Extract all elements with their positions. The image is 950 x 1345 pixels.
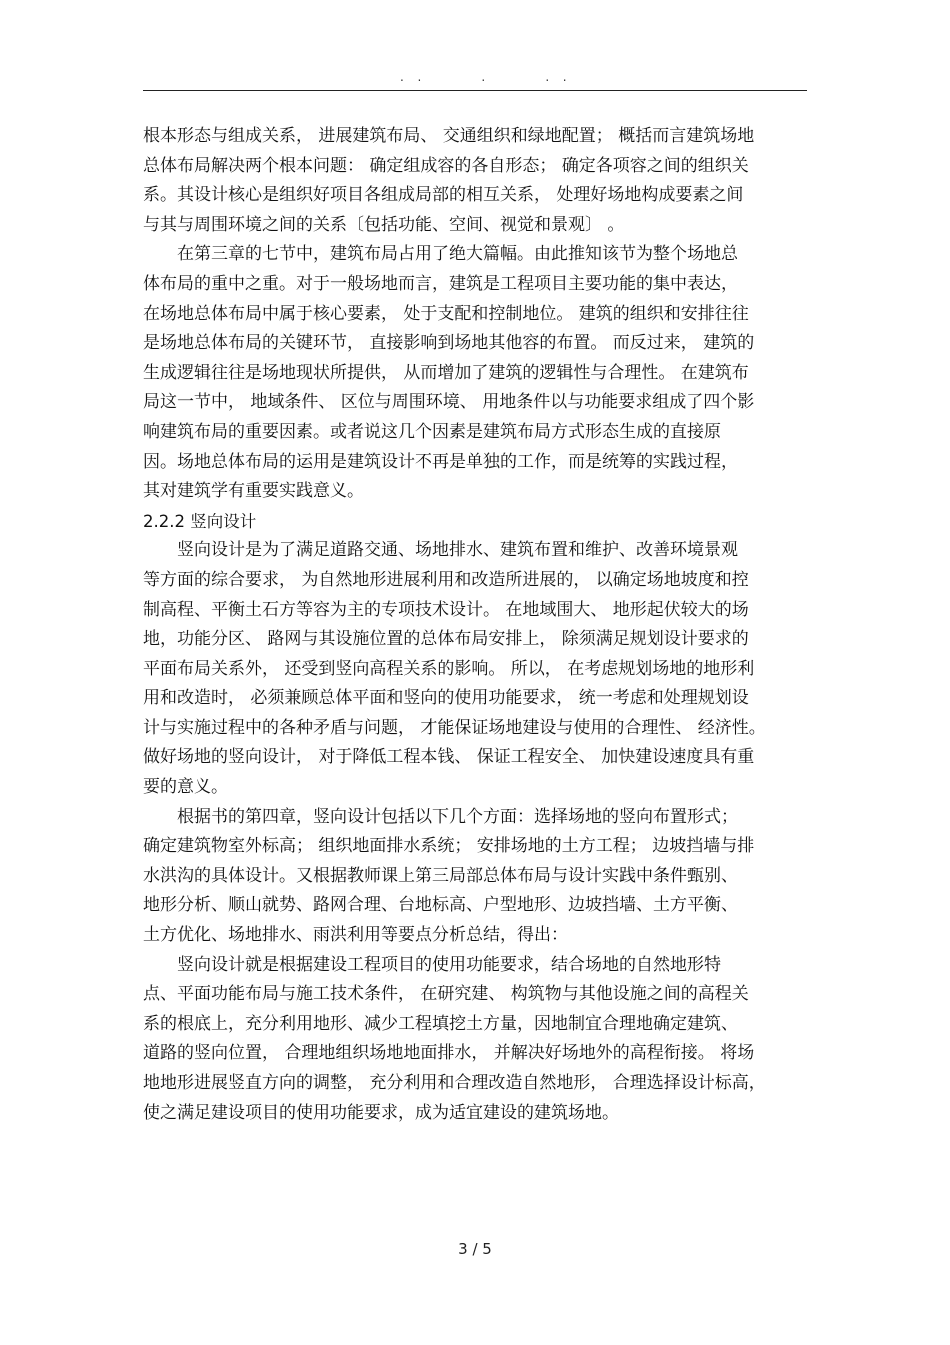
text-line: 用和改造时， 必须兼顾总体平面和竖向的使用功能要求， 统一考虑和处理规划设 <box>143 688 749 709</box>
text-line: 使之满足建设项目的使用功能要求，成为适宜建设的建筑场地。 <box>143 1102 619 1123</box>
text-line: 道路的竖向位置， 合理地组织场地地面排水， 并解决好场地外的高程衔接。 将场 <box>143 1043 755 1064</box>
text-line: 总体布局解决两个根本问题： 确定组成容的各自形态； 确定各项容之间的组织关 <box>143 155 749 176</box>
text-line: 系。其设计核心是组织好项目各组成局部的相互关系， 处理好场地构成要素之间 <box>143 185 744 206</box>
text-line: 其对建筑学有重要实践意义。 <box>143 481 364 502</box>
text-line: 地地形进展竖直方向的调整， 充分利用和合理改造自然地形， 合理选择设计标高， <box>143 1073 766 1093</box>
page-number: 3 / 5 <box>458 1240 492 1258</box>
text-line: 响建筑布局的重要因素。或者说这几个因素是建筑布局方式形态生成的直接原 <box>143 421 721 442</box>
text-line: 局这一节中， 地域条件、 区位与周围环境、 用地条件以与功能要求组成了四个影 <box>143 392 755 413</box>
paragraph-3 <box>143 536 807 802</box>
text-line: 生成逻辑往往是场地现状所提供， 从而增加了建筑的逻辑性与合理性。 在建筑布 <box>143 362 749 383</box>
text-line: 根本形态与组成关系， 进展建筑布局、 交通组织和绿地配置； 概括而言建筑场地 <box>143 126 755 146</box>
text-line: 因。场地总体布局的运用是建筑设计不再是单独的工作，而是统筹的实践过程， <box>143 451 738 472</box>
text-line: 水洪沟的具体设计。又根据教师课上第三局部总体布局与设计实践中条件甄别、 <box>143 865 738 886</box>
text-line: 地，功能分区、 路网与其设施位置的总体布局安排上， 除须满足规划设计要求的 <box>143 629 749 650</box>
text-line: 根据书的第四章，竖向设计包括以下几个方面：选择场地的竖向布置形式； <box>177 806 738 827</box>
header-dots: . . . . . <box>400 70 569 84</box>
text-line: 做好场地的竖向设计， 对于降低工程本钱、 保证工程安全、 加快建设速度具有重 <box>143 747 755 768</box>
paragraph-4 <box>143 803 807 951</box>
text-line: 等方面的综合要求， 为自然地形进展利用和改造所进展的， 以确定场地坡度和控 <box>143 569 749 590</box>
paragraph-2 <box>143 240 807 506</box>
text-line: 地形分析、顺山就势、路网合理、台地标高、户型地形、边坡挡墙、土方平衡、 <box>143 895 738 916</box>
section-heading: 2.2.2 竖向设计 <box>143 511 257 531</box>
paragraph-5 <box>143 951 807 1129</box>
text-line: 体布局的重中之重。对于一般场地而言，建筑是工程项目主要功能的集中表达， <box>143 273 738 294</box>
text-line: 在场地总体布局中属于核心要素， 处于支配和控制地位。 建筑的组织和安排往往 <box>143 303 749 324</box>
paragraph-1 <box>143 122 807 240</box>
text-line: 是场地总体布局的关键环节， 直接影响到场地其他容的布置。 而反过来， 建筑的 <box>143 333 755 354</box>
text-line: 与其与周围环境之间的关系〔包括功能、空间、视觉和景观〕 。 <box>143 214 625 235</box>
text-line: 在第三章的七节中，建筑布局占用了绝大篇幅。由此推知该节为整个场地总 <box>177 244 738 265</box>
header-rule <box>143 90 807 91</box>
text-line: 土方优化、场地排水、雨洪利用等要点分析总结，得出： <box>143 925 568 946</box>
text-line: 制高程、平衡土石方等容为主的专项技术设计。 在地域围大、 地形起伏较大的场 <box>143 599 749 620</box>
document-body <box>143 122 807 1128</box>
text-line: 要的意义。 <box>143 777 228 798</box>
text-line: 点、平面功能布局与施工技术条件， 在研究建、 构筑物与其他设施之间的高程关 <box>143 984 749 1005</box>
text-line: 计与实施过程中的各种矛盾与问题， 才能保证场地建设与使用的合理性、 经济性。 <box>143 717 766 738</box>
text-line: 竖向设计就是根据建设工程项目的使用功能要求，结合场地的自然地形特 <box>177 954 721 975</box>
text-line: 确定建筑物室外标高； 组织地面排水系统； 安排场地的土方工程； 边坡挡墙与排 <box>143 836 755 857</box>
text-line: 平面布局关系外， 还受到竖向高程关系的影响。 所以， 在考虑规划场地的地形利 <box>143 658 755 679</box>
text-line: 竖向设计是为了满足道路交通、场地排水、建筑布置和维护、改善环境景观 <box>177 540 738 561</box>
text-line: 系的根底上，充分利用地形、减少工程填挖土方量，因地制宜合理地确定建筑、 <box>143 1013 738 1034</box>
